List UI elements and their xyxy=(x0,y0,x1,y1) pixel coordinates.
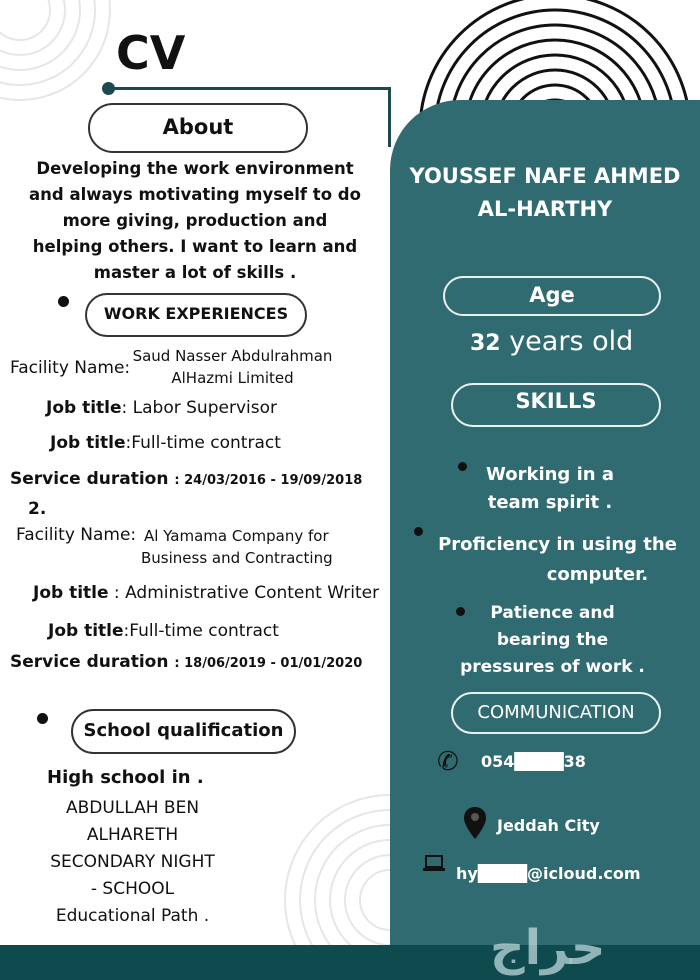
about-line: master a lot of skills . xyxy=(93,263,297,282)
connector-dot xyxy=(102,82,115,95)
laptop-icon xyxy=(422,855,446,873)
job-type: :Full-time contract xyxy=(125,433,281,453)
duration-label: Service duration xyxy=(10,469,169,489)
school-line: - SCHOOL xyxy=(90,879,175,899)
city: Jeddah City xyxy=(497,816,600,835)
duration: : 24/03/2016 - 19/09/2018 xyxy=(174,473,363,488)
job-number: 2. xyxy=(28,499,47,519)
email: hy████@icloud.com xyxy=(456,864,641,883)
skill-item: team spirit . xyxy=(487,492,613,513)
full-name: AL-HARTHY xyxy=(477,197,613,221)
facility-label: Facility Name: xyxy=(10,358,131,378)
school-line: Educational Path . xyxy=(55,906,210,926)
about-line: more giving, production and xyxy=(62,211,328,230)
phone-icon: ✆ xyxy=(437,747,459,777)
job-title-label: Job title xyxy=(33,583,109,603)
skill-item: Working in a xyxy=(486,464,614,485)
skill-item: Patience and xyxy=(490,603,615,623)
communication-heading: COMMUNICATION xyxy=(451,692,661,734)
job-type: :Full-time contract xyxy=(123,621,279,641)
school-line: ABDULLAH BEN xyxy=(65,798,200,818)
cv-title: CV xyxy=(116,26,186,80)
duration-label: Service duration xyxy=(10,652,169,672)
work-heading: WORK EXPERIENCES xyxy=(85,293,307,337)
age-number: 32 xyxy=(470,331,501,356)
facility-name: AlHazmi Limited xyxy=(171,369,294,387)
facility-name: Saud Nasser Abdulrahman xyxy=(132,347,333,365)
full-name: YOUSSEF NAFE AHMED xyxy=(409,164,681,188)
facility-label: Facility Name: xyxy=(16,525,137,545)
skill-item: Proficiency in using the xyxy=(438,534,677,555)
about-heading: About xyxy=(88,103,308,153)
age-heading: Age xyxy=(443,276,661,316)
phone-number: 054████38 xyxy=(481,752,586,771)
watermark-logo: حراج xyxy=(490,920,606,976)
facility-name: Business and Contracting xyxy=(141,549,333,567)
bullet xyxy=(414,527,423,536)
job-title-label: Job title xyxy=(46,398,122,418)
about-text xyxy=(10,156,380,286)
facility-name: Al Yamama Company for xyxy=(144,527,329,545)
duration: : 18/06/2019 - 01/01/2020 xyxy=(174,656,363,671)
location-pin-icon xyxy=(463,806,487,840)
connector-line-vertical xyxy=(388,87,391,147)
school-line: ALHARETH xyxy=(86,825,179,845)
skill-item: computer. xyxy=(546,564,649,585)
about-line: Developing the work environment xyxy=(36,159,354,178)
age-value xyxy=(470,326,633,357)
connector-line xyxy=(108,87,390,90)
school-line: SECONDARY NIGHT xyxy=(50,852,215,872)
about-line: and always motivating myself to do xyxy=(29,185,361,204)
skill-item: pressures of work . xyxy=(460,657,645,677)
skill-item: bearing the xyxy=(496,630,609,650)
job-title: : Administrative Content Writer xyxy=(108,583,380,603)
skills-heading: SKILLS xyxy=(451,383,661,427)
job-type-label: Job title xyxy=(48,621,124,641)
about-line: helping others. I want to learn and xyxy=(32,237,358,256)
job-type-label: Job title xyxy=(50,433,126,453)
age-unit: years old xyxy=(500,326,634,357)
bullet xyxy=(37,713,48,724)
bullet xyxy=(58,296,69,307)
job-title: : Labor Supervisor xyxy=(121,398,277,418)
school-line: High school in . xyxy=(47,767,204,788)
school-heading: School qualification xyxy=(71,709,296,754)
